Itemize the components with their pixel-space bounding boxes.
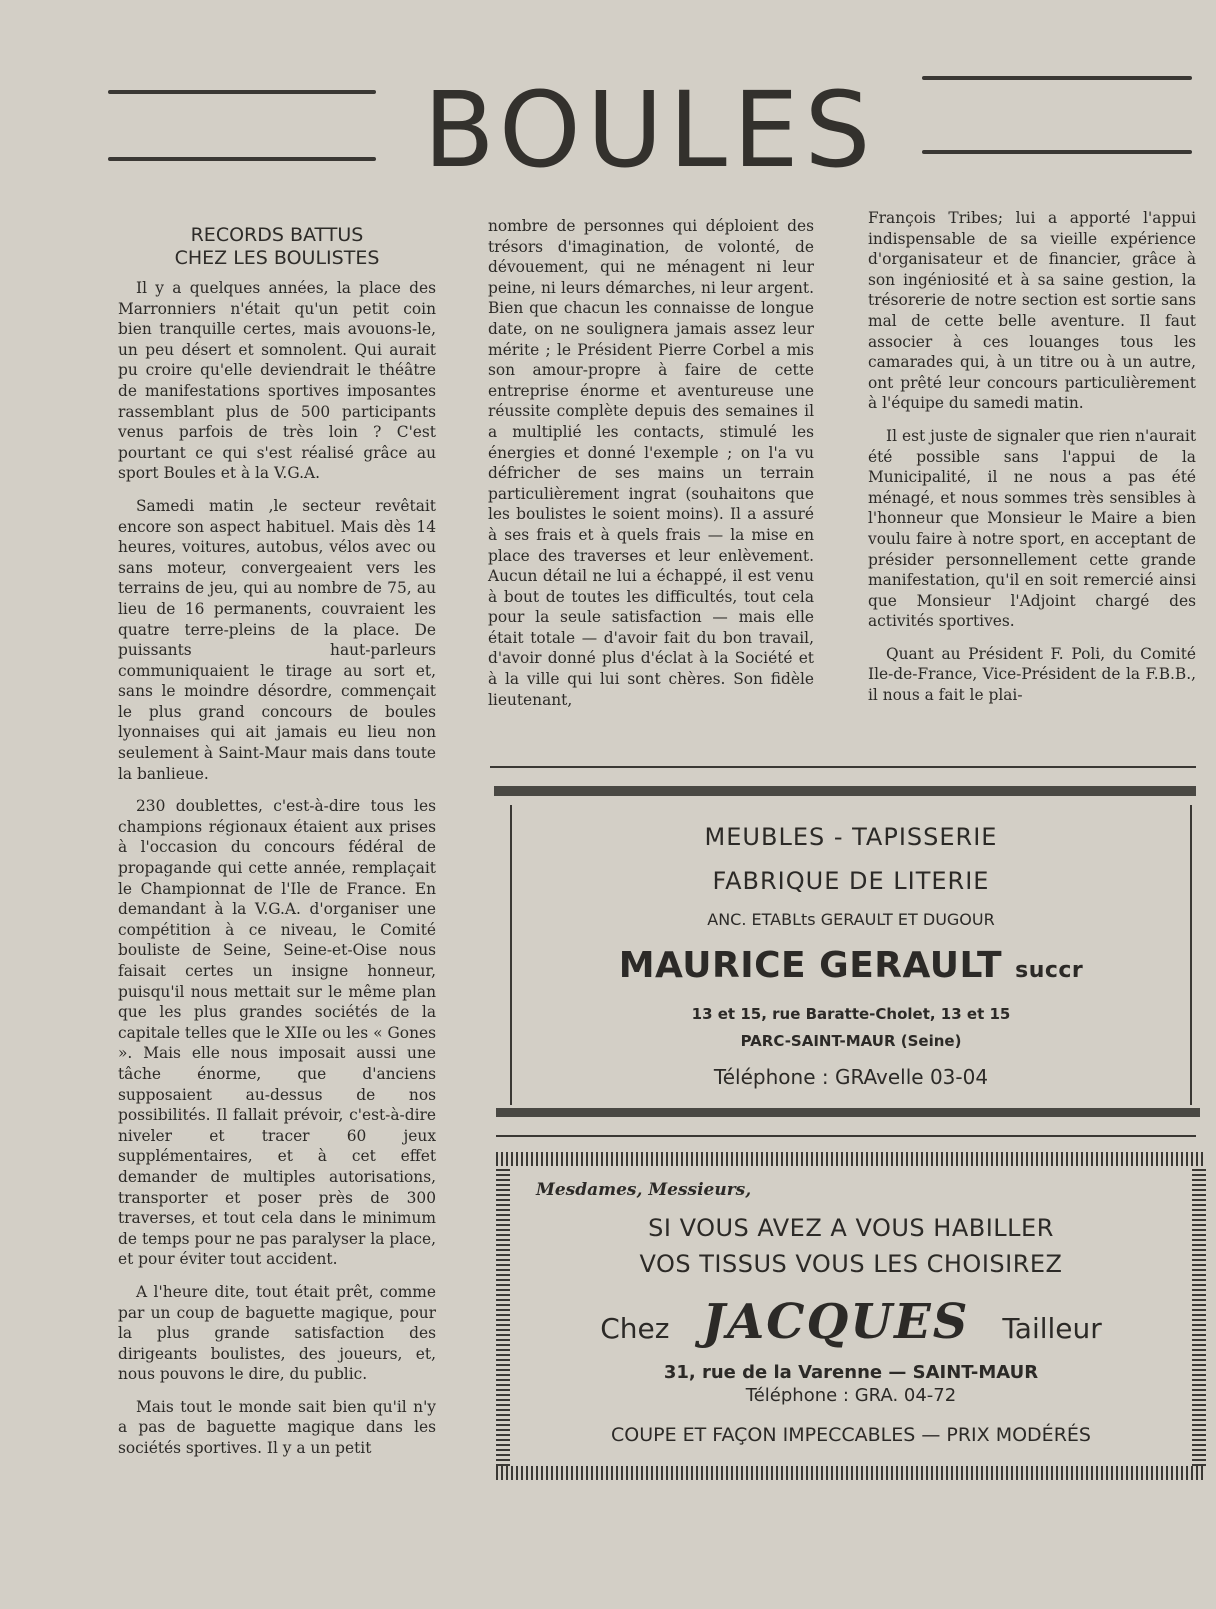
ad2-line-1: SI VOUS AVEZ A VOUS HABILLER [648, 1214, 1054, 1242]
ad1-name-suffix: succr [1015, 958, 1084, 983]
ad2-line-2: VOS TISSUS VOUS LES CHOISIREZ [639, 1250, 1063, 1278]
ad-separator-rule [496, 1135, 1196, 1137]
ad2-suffix: Tailleur [1002, 1312, 1102, 1345]
ad2-prefix: Chez [600, 1312, 670, 1345]
ad1-business-name [512, 945, 1190, 986]
ad2-hatched-border-top [496, 1152, 1206, 1166]
ad-top-border [494, 786, 1196, 796]
tailor-advertisement [496, 1152, 1206, 1480]
article-paragraph: A l'heure dite, tout était prêt, comme par un coup de baguette magique, pour la plus grande satisfaction des dirigeants boulistes, des joueurs, et, nous pouvons le dire, du public. [118, 1282, 436, 1384]
ad2-greeting: Mesdames, Messieurs, [536, 1180, 752, 1200]
article-paragraph: 230 doublettes, c'est-à-dire tous les champions régionaux étaient aux prises à l'occasion du concours fédéral de propagande qui cette année, remplaçait le Championnat de l'Ile de France. En demandant à la V.G.A. d'organiser une compétition à ce niveau, le Comité bouliste de Seine, Seine-et-Oise nous faisait certes un insigne honneur, puisqu'il nous mettait sur le même plan que les plus grandes sociétés de la capitale telles que le XIIe ou les « Gones ». Mais elle nous imposait aussi une tâche énorme, que d'anciens supposaient au-dessus de nos possibilités. Il fallait prévoir, c'est-à-dire niveler et tracer 60 jeux supplémentaires, et à cet effet demander de multiples autorisations, transporter et poser près de 300 traverses, et tout cela dans le minimum de temps pour ne pas paralyser la place, et pour éviter tout accident. [118, 797, 436, 1269]
article-paragraph: Samedi matin ,le secteur revêtait encore son aspect habituel. Mais dès 14 heures, voitures, autobus, vélos avec ou sans moteur, convergeaient vers les terrains de jeu, qui au nombre de 75, au lieu de 16 permanents, couvraient les quatre terre-pleins de la place. De puissants haut-parleurs communiquaient le tirage au sort et, sans le moindre désordre, commençait le plus grand concours de boules lyonnaises qui ait jamais eu lieu non seulement à Saint-Maur mais dans toute la banlieue. [118, 496, 436, 783]
article-title-line-2: CHEZ LES BOULISTES [174, 247, 380, 269]
ad1-line-furniture: MEUBLES - TAPISSERIE [704, 823, 998, 851]
article-column-2 [488, 216, 814, 722]
article-paragraph: nombre de personnes qui déploient des trésors d'imagination, de volonté, de dévouement, qui ne ménagent ni leur peine, ni leurs démarches, ni leur argent. Bien que chacun les connaisse de longue date, on ne soulignera jamais assez leur mérite ; le Président Pierre Corbel a mis son amour-propre à faire de cette entreprise énorme et aventureuse une réussite complète depuis des semaines il a multiplié les contacts, stimulé les énergies et donné l'exemple ; on l'a vu défricher de ses mains un terrain particulièrement ingrat (souhaitons que les boulistes le soient moins). Il a assuré à ses frais et à quels frais — la mise en place des traverses et leur enlèvement. Aucun détail ne lui a échappé, il est venu à bout de toutes les difficultés, tout cela pour la seule satisfaction — mais elle était totale — d'avoir fait du bon travail, d'avoir donné plus d'éclat à la Société et à la ville qui lui sont chères. Son fidèle lieutenant, [488, 217, 814, 709]
header-rule-left-bottom [108, 157, 376, 161]
ad1-name: MAURICE GERAULT [618, 945, 1003, 986]
ad1-city: PARC-SAINT-MAUR (Seine) [740, 1032, 962, 1050]
article-paragraph: Quant au Président F. Poli, du Comité Ile-de-France, Vice-Président de la F.B.B., il nous a fait le plai- [868, 644, 1196, 705]
furniture-advertisement [510, 805, 1192, 1105]
article-paragraph: Mais tout le monde sait bien qu'il n'y a pas de baguette magique dans les sociétés sportives. Il y a un petit [118, 1397, 436, 1458]
header-rule-right-top [922, 76, 1192, 80]
column-end-rule [490, 766, 1196, 768]
page-title: BOULES [423, 69, 877, 191]
ad1-line-former-company: ANC. ETABLts GERAULT ET DUGOUR [707, 910, 995, 929]
article-title-line-1: RECORDS BATTUS [190, 224, 364, 246]
ad1-phone: Téléphone : GRAvelle 03-04 [713, 1065, 989, 1089]
ad2-hatched-border-bottom [496, 1466, 1206, 1480]
ad2-tagline: COUPE ET FAÇON IMPECCABLES — PRIX MODÉRÉS [611, 1424, 1091, 1446]
ad2-address: 31, rue de la Varenne — SAINT-MAUR [663, 1362, 1039, 1383]
article-title [118, 224, 436, 270]
article-column-3 [868, 208, 1196, 718]
article-paragraph: Il est juste de signaler que rien n'aurait été possible sans l'appui de la Municipalité, il ne nous a pas été ménagé, et nous sommes très sensibles à l'honneur que Monsieur le Maire a bien voulu faire à notre sport, en acceptant de présider personnellement cette grande manifestation, qu'il en soit remercié ainsi que Monsieur l'Adjoint chargé des activités sportives. [868, 426, 1196, 631]
article-column-1 [118, 224, 436, 1471]
header-rule-left-top [108, 90, 376, 94]
ad2-phone: Téléphone : GRA. 04-72 [745, 1385, 957, 1406]
header-rule-right-bottom [922, 150, 1192, 154]
article-paragraph: François Tribes; lui a apporté l'appui indispensable de sa vieille expérience d'organisateur et de financier, grâce à son ingéniosité et à sa saine gestion, la trésorerie de notre section est sortie sans mal de cette belle aventure. Il faut associer à ces louanges tous les camarades qui, à un titre ou à un autre, ont prêté leur concours particulièrement à l'équipe du samedi matin. [868, 209, 1196, 413]
article-paragraph: Il y a quelques années, la place des Marronniers n'était qu'un petit coin bien tranquille certes, mais avouons-le, un peu désert et somnolent. Qui aurait pu croire qu'elle deviendrait le théâtre de manifestations sportives imposantes rassemblant plus de 500 participants venus parfois de très loin ? C'est pourtant ce qui s'est réalisé grâce au sport Boules et à la V.G.A. [118, 279, 436, 483]
ad2-brand: JACQUES [702, 1294, 970, 1350]
ad1-address: 13 et 15, rue Baratte-Cholet, 13 et 15 [691, 1005, 1011, 1023]
ad1-line-bedding: FABRIQUE DE LITERIE [712, 867, 990, 895]
ad-bottom-border [496, 1108, 1200, 1117]
ad2-brand-line [496, 1294, 1206, 1350]
